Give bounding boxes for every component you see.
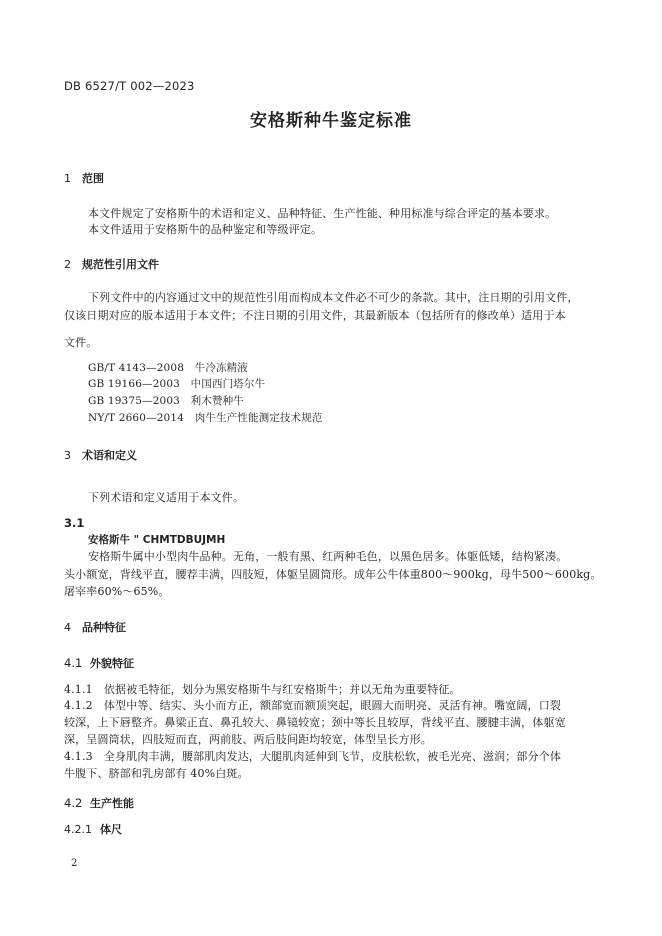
clause-4-1-3-line: 牛腹下、脐部和乳房部有 40%白斑。 bbox=[64, 767, 249, 780]
definition-line: 头小额宽，背线平直，腰荐丰满，四肢短，体躯呈圆筒形。成年公牛体重800～900kg，母牛500～600kg。 bbox=[64, 568, 602, 581]
section-title: 规范性引用文件 bbox=[82, 258, 159, 271]
section-title: 术语和定义 bbox=[82, 449, 137, 462]
paragraph-line: 仅该日期对应的版本适用于本文件；不注日期的引用文件，其最新版本（包括所有的修改单）适用于本 bbox=[64, 309, 566, 322]
section-title: 品种特征 bbox=[82, 621, 126, 634]
section-number: 3 bbox=[64, 449, 71, 462]
clause-4-1-2-line: 4.1.2 体型中等、结实、头小而方正，额部宽而额顶突起，眼圆大而明亮、灵活有神。嘴宽阔，口裂 bbox=[64, 699, 562, 712]
paragraph-line: 文件。 bbox=[64, 336, 98, 349]
subsection-number: 4.2.1 bbox=[64, 823, 92, 836]
paragraph-line: 下列文件中的内容通过文中的规范性引用而构成本文件必不可少的条款。其中，注日期的引用文件， bbox=[88, 291, 579, 304]
section-2-heading bbox=[64, 256, 159, 272]
clause-4-1-2-line: 较深，上下唇整齐。鼻梁正直、鼻孔较大、鼻镜较宽；颈中等长且较厚，背线平直、腰腱丰满，体躯宽 bbox=[64, 716, 566, 729]
definition-line: 屠宰率60%～65%。 bbox=[64, 585, 170, 598]
paragraph: 本文件规定了安格斯牛的术语和定义、品种特征、生产性能、种用标准与综合评定的基本要求。 bbox=[88, 207, 557, 220]
section-1-heading bbox=[64, 170, 104, 186]
term-number: 3.1 bbox=[64, 516, 85, 530]
paragraph: 本文件适用于安格斯牛的品种鉴定和等级评定。 bbox=[88, 223, 323, 236]
subsection-number: 4.1 bbox=[64, 656, 83, 670]
reference-item: GB 19375—2003 利木赞种牛 bbox=[88, 395, 244, 407]
section-number: 2 bbox=[64, 258, 71, 271]
reference-item: GB/T 4143—2008 牛冷冻精液 bbox=[88, 362, 248, 374]
page-title: 安格斯种牛鉴定标准 bbox=[250, 111, 412, 131]
subsection-title: 外貌特征 bbox=[90, 657, 134, 670]
term-name: 安格斯牛 " CHMTDBUJMH bbox=[88, 534, 226, 546]
section-number: 1 bbox=[64, 172, 71, 185]
subsection-title: 体尺 bbox=[100, 823, 122, 836]
reference-item: GB 19166—2003 中国西门塔尔牛 bbox=[88, 378, 266, 390]
section-title: 范围 bbox=[82, 172, 104, 185]
clause-4-1-3-line: 4.1.3 全身肌肉丰满，腰部肌肉发达，大腿肌肉延伸到飞节，皮肤松软，被毛光亮、滋润；部分个体 bbox=[64, 750, 562, 763]
section-4-heading bbox=[64, 619, 126, 635]
document-id: DB 6527/T 002—2023 bbox=[64, 79, 195, 93]
clause-4-1-1: 4.1.1 依据被毛特征，划分为黑安格斯牛与红安格斯牛；并以无角为重要特征。 bbox=[64, 683, 461, 696]
section-3-heading bbox=[64, 447, 137, 463]
subsection-4-2-heading bbox=[64, 795, 134, 811]
section-number: 4 bbox=[64, 621, 71, 634]
subsection-number: 4.2 bbox=[64, 796, 83, 810]
reference-item: NY/T 2660—2014 肉牛生产性能测定技术规范 bbox=[88, 412, 323, 424]
subsection-4-2-1-heading bbox=[64, 821, 122, 837]
definition-line: 安格斯牛属中小型肉牛品种。无角，一般有黑、红两种毛色，以黑色居多。体躯低矮，结构紧凑。 bbox=[88, 550, 568, 563]
subsection-4-1-heading bbox=[64, 655, 134, 671]
paragraph: 下列术语和定义适用于本文件。 bbox=[88, 491, 245, 504]
subsection-title: 生产性能 bbox=[90, 797, 134, 810]
clause-4-1-2-line: 深，呈圆筒状，四肢短而直，两前肢、两后肢间距均较宽，体型呈长方形。 bbox=[64, 733, 432, 746]
page-number: 2 bbox=[71, 858, 78, 869]
